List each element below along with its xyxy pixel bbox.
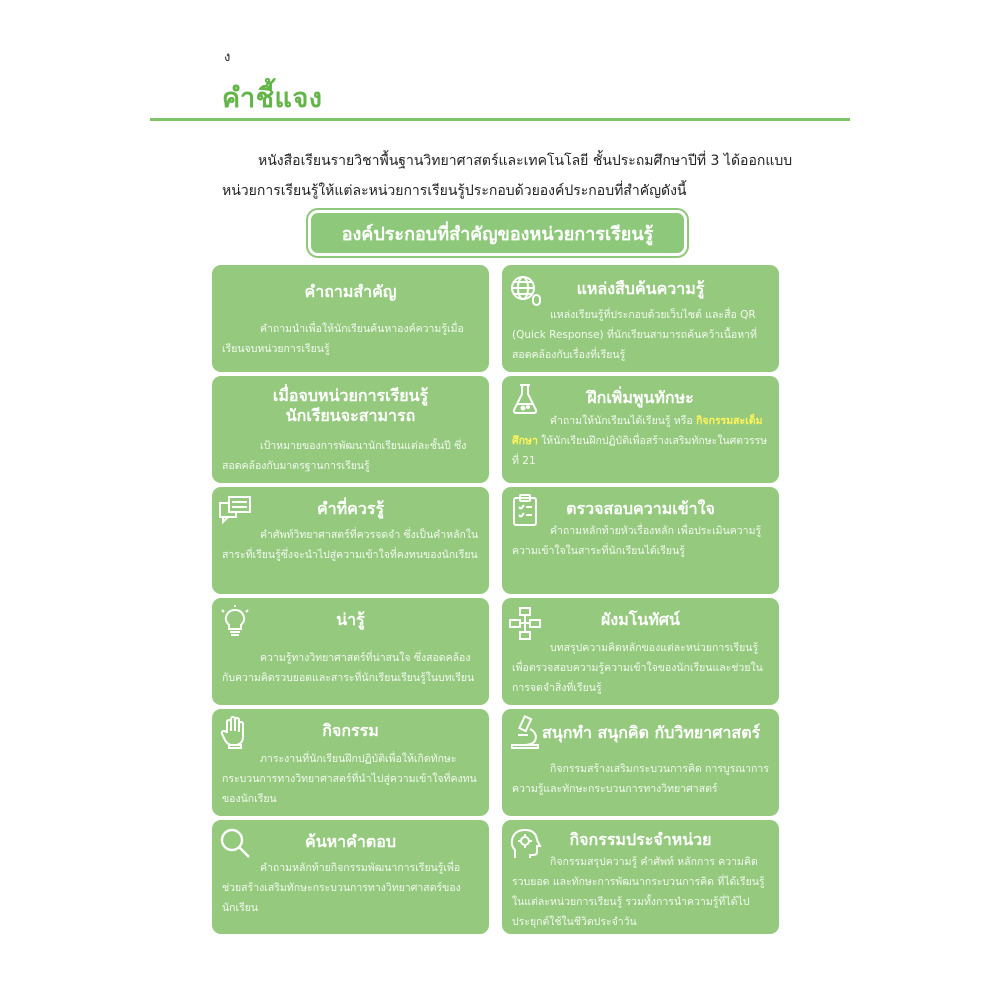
card-title: ฝึกเพิ่มพูนทักษะ <box>587 388 694 407</box>
card-body: คำถามหลักท้ายกิจกรรมพัฒนาการเรียนรู้เพื่อช่วยสร้างเสริมทักษะกระบวนการทางวิทยาศาสตร์ของนักเรียน <box>222 862 461 914</box>
card-title: สนุกทำ สนุกคิด กับวิทยาศาสตร์ <box>542 723 761 742</box>
page-title: คำชี้แจง <box>222 83 323 114</box>
card-body: คำศัพท์วิทยาศาสตร์ที่ควรจดจำ ซึ่งเป็นคำหลักในสาระที่เรียนรู้ซึ่งจะนำไปสู่ความเข้าใจที่คงทนของนักเรียน <box>222 529 479 561</box>
components-banner: องค์ประกอบที่สำคัญของหน่วยการเรียนรู้ <box>308 210 687 256</box>
card-body: เป้าหมายของการพัฒนานักเรียนแต่ละชั้นปี ซึ่งสอดคล้องกับมาตรฐานการเรียนรู้ <box>222 440 467 472</box>
card-concept-map <box>502 598 779 705</box>
card-skill-practice <box>502 376 779 483</box>
card-activity <box>212 709 489 816</box>
body-text-continued: ให้นักเรียนฝึกปฏิบัติเพื่อสร้างเสริมทักษะในศตวรรษที่ 21 <box>512 435 768 467</box>
card-title: แหล่งสืบค้นความรู้ <box>576 279 705 298</box>
card-title: ค้นหาคำตอบ <box>304 832 396 851</box>
card-fun-science <box>502 709 779 816</box>
card-title: เมื่อจบหน่วยการเรียนรู้ <box>272 386 429 405</box>
page-number: ง <box>224 50 231 65</box>
card-body: คำถามหลักท้ายหัวเรื่องหลัก เพื่อประเมินความรู้ความเข้าใจในสาระที่นักเรียนได้เรียนรู้ <box>512 525 762 557</box>
card-body: บทสรุปความคิดหลักของแต่ละหน่วยการเรียนรู้ เพื่อตรวจสอบความรู้ความเข้าใจของนักเรียนและช่วยในการจดจำสิ่งที่เรียนรู้ <box>512 642 763 694</box>
card-unit-activity <box>502 820 779 934</box>
card-learning-sources <box>502 265 779 372</box>
card-find-answers <box>212 820 489 934</box>
card-body <box>512 411 769 471</box>
card-body: ภาระงานที่นักเรียนฝึกปฏิบัติเพื่อให้เกิดทักษะกระบวนการทางวิทยาศาสตร์ที่นำไปสู่ความเข้าใจที่คงทนของนักเรียน <box>222 753 477 805</box>
title-divider <box>150 118 850 121</box>
card-check-understanding <box>502 487 779 594</box>
card-title: คำที่ควรรู้ <box>316 499 385 518</box>
card-title: กิจกรรมประจำหน่วย <box>569 830 712 849</box>
card-title: กิจกรรม <box>322 721 379 740</box>
card-body: แหล่งเรียนรู้ที่ประกอบด้วยเว็บไซต์ และสื่อ QR (Quick Response) ที่นักเรียนสามารถค้นคว้าเนื้อหาที่สอดคล้องกับเรื่องที่เรียนรู้ <box>512 309 757 361</box>
card-body: ความรู้ทางวิทยาศาสตร์ที่น่าสนใจ ซึ่งสอดคล้องกับความคิดรวบยอดและสาระที่นักเรียนเรียนรู้ในบทเรียน <box>222 652 475 684</box>
card-body: คำถามนำเพื่อให้นักเรียนค้นหาองค์ความรู้เมื่อเรียนจบหน่วยการเรียนรู้ <box>222 323 464 355</box>
card-title: ตรวจสอบความเข้าใจ <box>566 499 715 518</box>
card-body: กิจกรรมสร้างเสริมกระบวนการคิด การบูรณาการความรู้และทักษะกระบวนการทางวิทยาศาสตร์ <box>512 763 769 795</box>
card-title-line2: นักเรียนจะสามารถ <box>285 406 416 425</box>
card-key-question <box>212 265 489 372</box>
microscope-icon <box>508 715 542 749</box>
card-title: น่ารู้ <box>336 610 365 629</box>
stem-highlight: กิจกรรมสะเต็มศึกษา <box>512 415 763 447</box>
intro-paragraph: หนังสือเรียนรายวิชาพื้นฐานวิทยาศาสตร์และเทคโนโลยี ชั้นประถมศึกษาปีที่ 3 ได้ออกแบบหน่วยการเรียนรู้ให้แต่ละหน่วยการเรียนรู้ประกอบด้วยองค์ประกอบที่สำคัญดังนี้ <box>222 153 793 199</box>
card-did-you-know <box>212 598 489 705</box>
body-text: คำถามให้นักเรียนได้เรียนรู้ หรือ <box>550 415 697 427</box>
card-body: กิจกรรมสรุปความรู้ คำศัพท์ หลักการ ความคิดรวบยอด และทักษะการพัฒนากระบวนการคิด ที่ได้เรียนรู้ในแต่ละหน่วยการเรียนรู้ รวมทั้งการนำความรู้ที่ได้ไปประยุกต์ใช้ในชีวิตประจำวัน <box>512 856 765 928</box>
card-vocabulary <box>212 487 489 594</box>
card-title: ผังมโนทัศน์ <box>601 610 680 629</box>
card-learning-outcomes <box>212 376 489 483</box>
card-title: คำถามสำคัญ <box>304 282 397 301</box>
